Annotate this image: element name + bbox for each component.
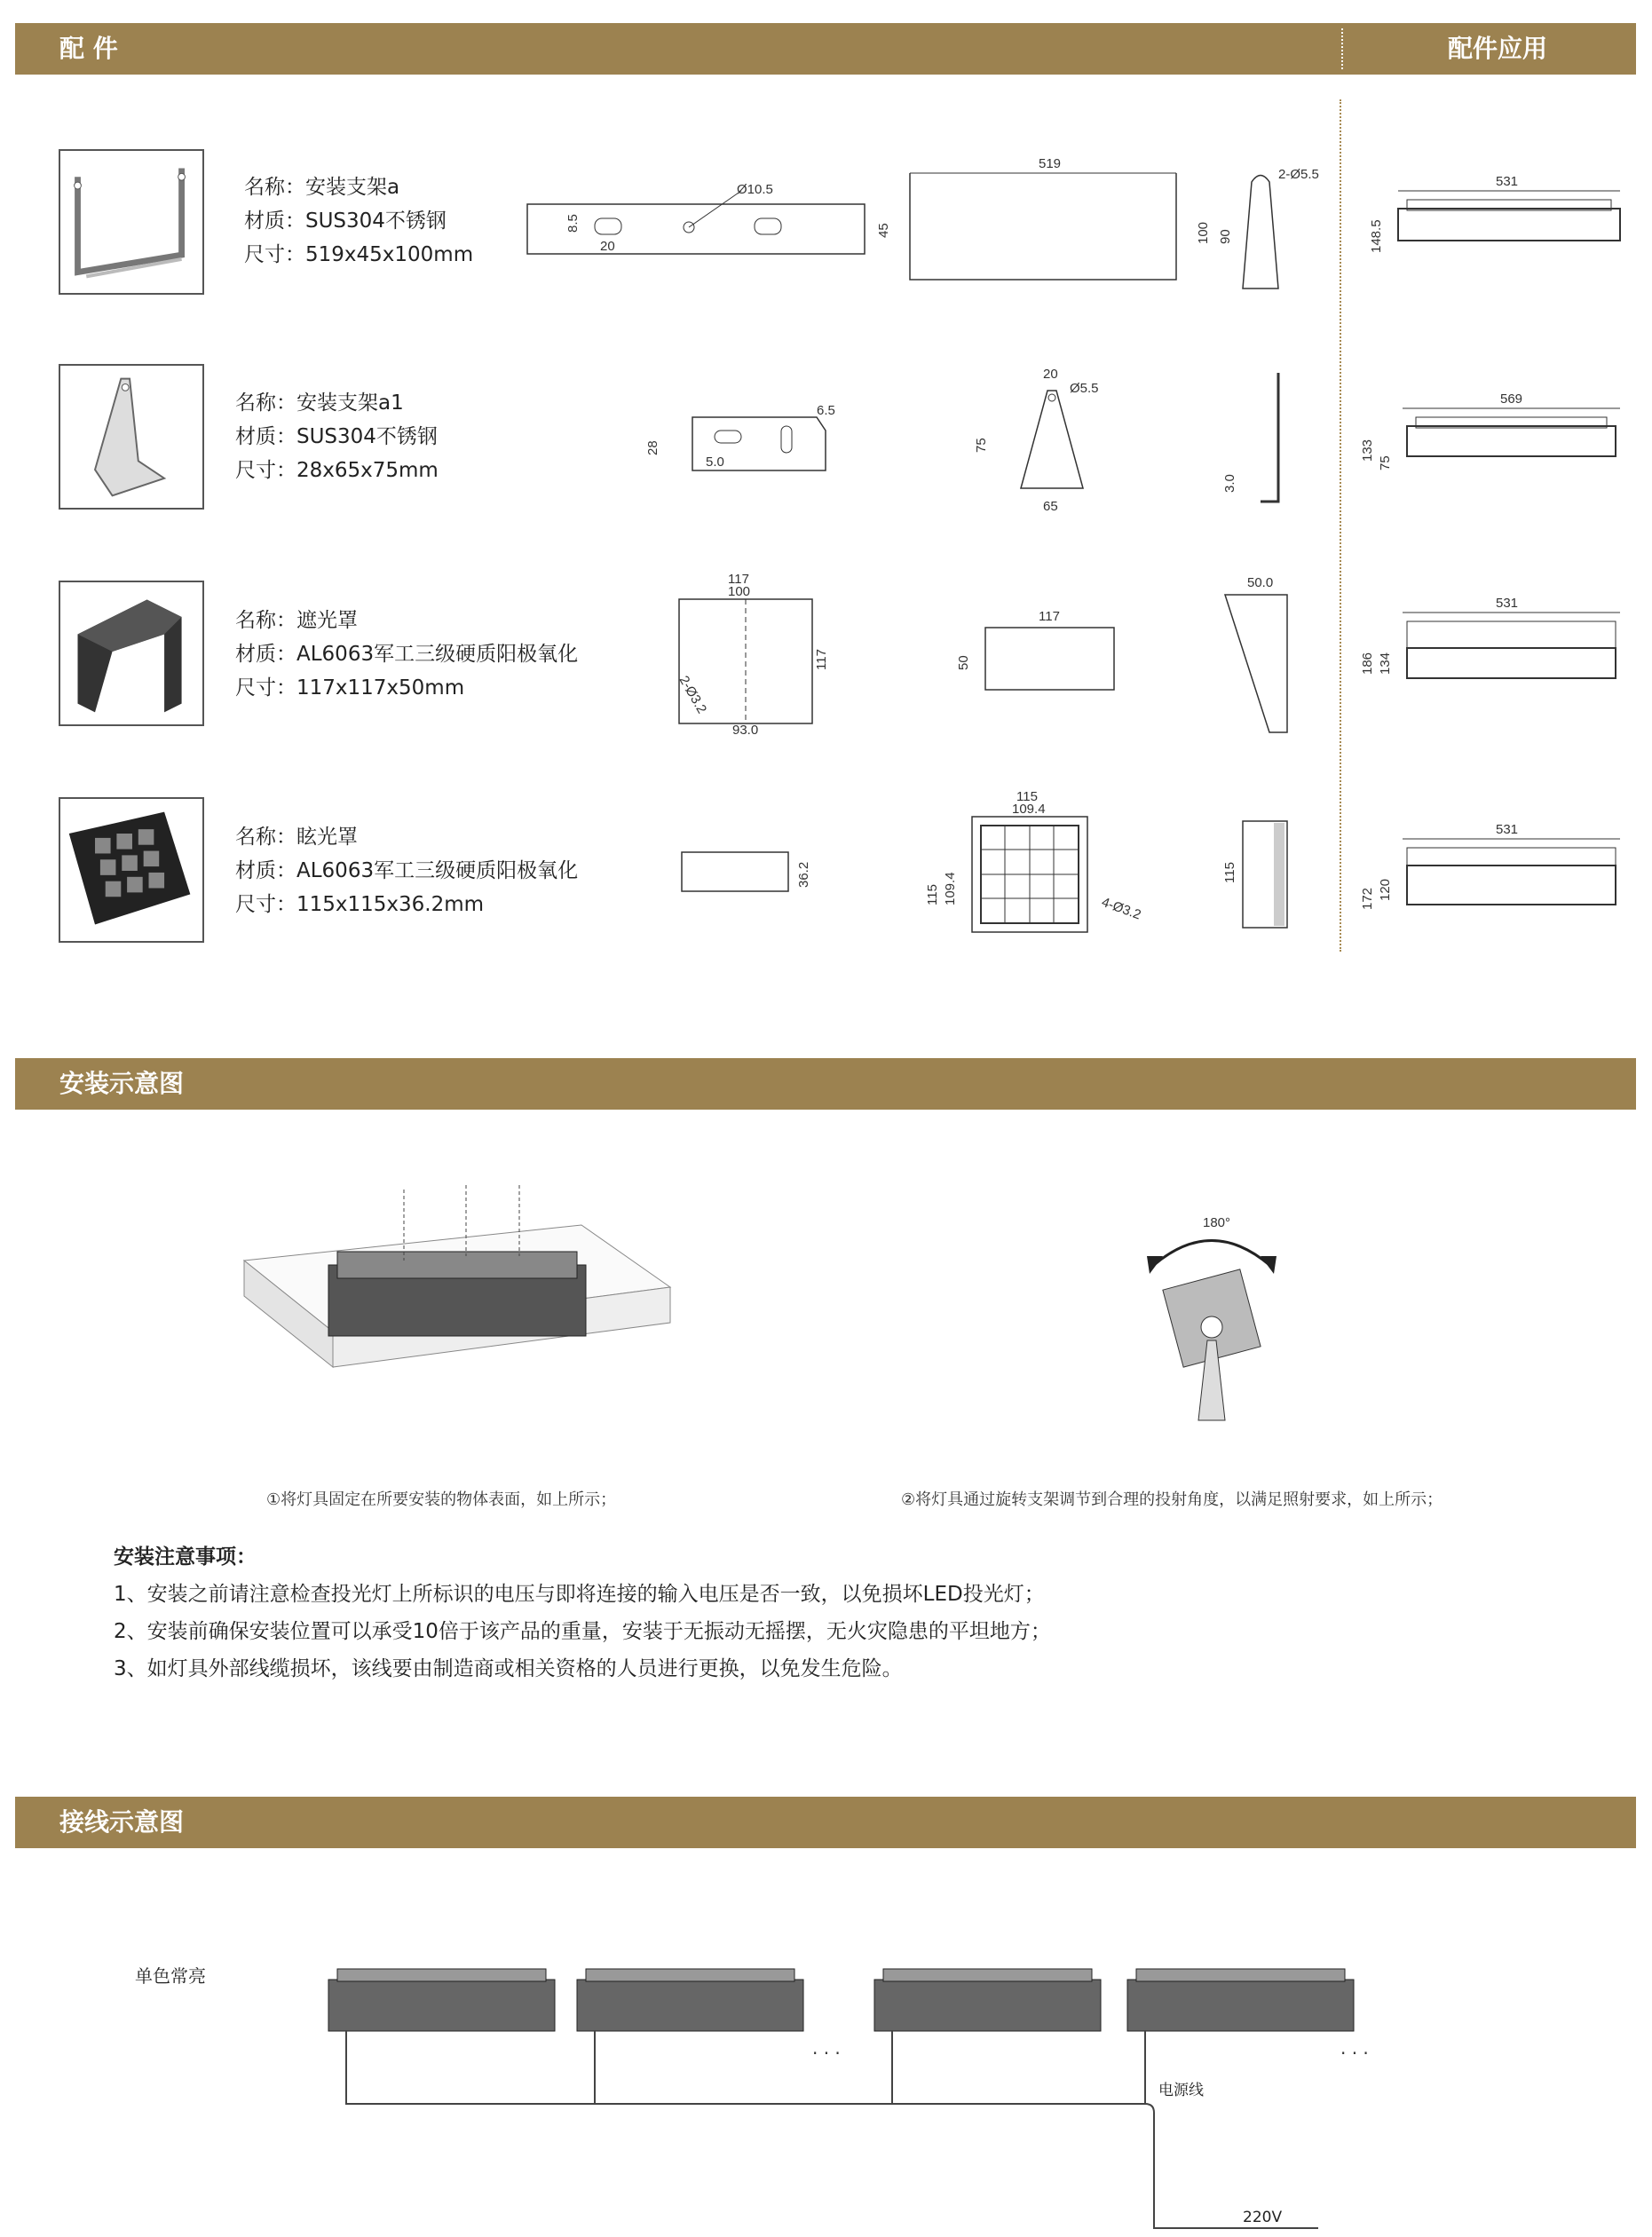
bracket-a-photo [59,149,204,295]
item-name: 名称：遮光罩 [235,609,358,632]
dim-app-height: 148.5 [1369,219,1384,253]
dim: 75 [1378,455,1393,470]
item-material: 材质：SUS304不锈钢 [235,425,438,448]
section-header-installation [15,1058,1636,1110]
dim: 75 [974,438,989,453]
dim: Ø5.5 [1070,381,1099,396]
dim: 186 [1360,652,1375,675]
glare-shield-side-view [675,843,826,905]
item-size: 尺寸：519x45x100mm [244,243,474,266]
dim: 117 [728,572,749,587]
dim: 569 [1500,391,1523,407]
glare-shield-front-view [923,790,1154,950]
ellipsis: · · · [1340,2043,1369,2064]
bracket-a1-photo [59,364,204,510]
dim: 20 [1043,367,1058,382]
item-name: 名称：眩光罩 [235,826,358,849]
light-shield-application [1354,595,1638,701]
notes-heading: 安装注意事项： [114,1545,257,1569]
dim: 531 [1496,822,1519,837]
item-name: 名称：安装支架a1 [235,391,404,415]
section-title: 配 件 [59,34,118,63]
item-size: 尺寸：115x115x36.2mm [235,893,485,916]
bracket-a-spec [244,170,473,272]
section-header-wiring [15,1797,1636,1848]
item-name: 名称：安装支架a [244,176,400,199]
rotation-angle: 180° [1203,1215,1231,1230]
bracket-a1-side-view [1216,368,1296,510]
bracket-a1-spec [235,386,439,487]
install-surface-illustration [244,1181,670,1447]
dim: 134 [1378,652,1393,675]
dim: 100 [728,584,751,599]
dim-holes: 2-Ø5.5 [1278,167,1319,182]
dim: 93.0 [732,723,759,738]
dim: 50 [956,655,971,670]
bracket-a1-top-view [639,395,843,484]
bracket-a1-front-view [968,364,1136,515]
dim: 115 [925,884,940,905]
note-line: 2、安装前确保安装位置可以承受10倍于该产品的重量，安装于无振动无摇摆，无火灾隐患的平坦地方； [114,1620,1051,1643]
bracket-a-front-view [901,155,1185,297]
step-1-caption: ①将灯具固定在所要安装的物体表面，如上所示； [266,1490,617,1509]
glare-shield-photo [59,797,204,943]
dim-hole: Ø10.5 [737,182,773,197]
bracket-a-top-view [515,169,905,284]
dim: 115 [1222,862,1237,883]
glare-shield-application [1354,821,1638,928]
light-shield-top-view [661,573,830,741]
dim: 531 [1496,596,1519,611]
item-material: 材质：AL6063军工三级硬质阳极氧化 [235,643,579,666]
dim: 117 [1039,609,1060,624]
voltage-label: 220V [1243,2209,1283,2226]
header-divider [1341,28,1343,69]
dim-slot-h: 8.5 [565,214,581,233]
dim: 133 [1360,439,1375,462]
glare-shield-spec [235,820,578,921]
dim-height: 100 [1196,221,1211,244]
wiring-mode-label: 单色常亮 [135,1965,206,1987]
note-line: 1、安装之前请注意检查投光灯上所标识的电压与即将连接的输入电压是否一致，以免损坏LED投光灯； [114,1583,1045,1606]
dim-slot-w: 20 [600,239,615,254]
power-cable-label: 电源线 [1158,2082,1204,2099]
note-line: 3、如灯具外部线缆损坏，该线要由制造商或相关资格的人员进行更换，以免发生危险。 [114,1657,903,1680]
dim: 115 [1016,789,1038,804]
dim-length: 519 [1039,156,1062,171]
dim: 28 [645,440,660,455]
dim-height-inner: 90 [1218,229,1233,244]
dim-app-width: 531 [1496,174,1519,189]
dim: 172 [1360,887,1375,910]
section-title: 安装示意图 [59,1069,185,1098]
dim: 4-Ø3.2 [1099,894,1143,923]
dim: 117 [814,649,829,670]
step-2-caption: ②将灯具通过旋转支架调节到合理的投射角度，以满足照射要求，如上所示； [901,1490,1443,1509]
dim: 109.4 [943,872,958,905]
rotation-illustration [1136,1216,1287,1429]
dim: 109.4 [1012,802,1046,817]
section-header-accessories [15,23,1636,75]
bracket-a-side-view [1190,155,1340,297]
light-shield-photo [59,581,204,726]
light-shield-front-view [950,608,1127,706]
bracket-a1-application [1354,391,1638,497]
wiring-diagram [320,1962,1385,2237]
item-size: 尺寸：117x117x50mm [235,676,465,700]
dim: 36.2 [796,861,811,888]
dim: 120 [1378,878,1393,901]
dim: 2-Ø3.2 [676,673,710,716]
bracket-a-application [1354,173,1638,271]
dim: 5.0 [706,455,724,470]
item-material: 材质：SUS304不锈钢 [244,209,447,233]
section-title-application: 配件应用 [1447,34,1547,63]
light-shield-side-view [1216,573,1314,741]
dim-width: 45 [876,223,891,238]
light-shield-spec [235,604,578,705]
dim: 3.0 [1222,474,1237,493]
dim: 50.0 [1247,575,1274,590]
ellipsis: · · · [812,2043,841,2064]
dim: 65 [1043,499,1058,514]
item-material: 材质：AL6063军工三级硬质阳极氧化 [235,859,579,882]
section-title: 接线示意图 [59,1807,185,1837]
glare-shield-profile [1216,812,1305,937]
dim: 6.5 [817,403,835,418]
item-size: 尺寸：28x65x75mm [235,459,439,482]
installation-notes [114,1538,1051,1688]
